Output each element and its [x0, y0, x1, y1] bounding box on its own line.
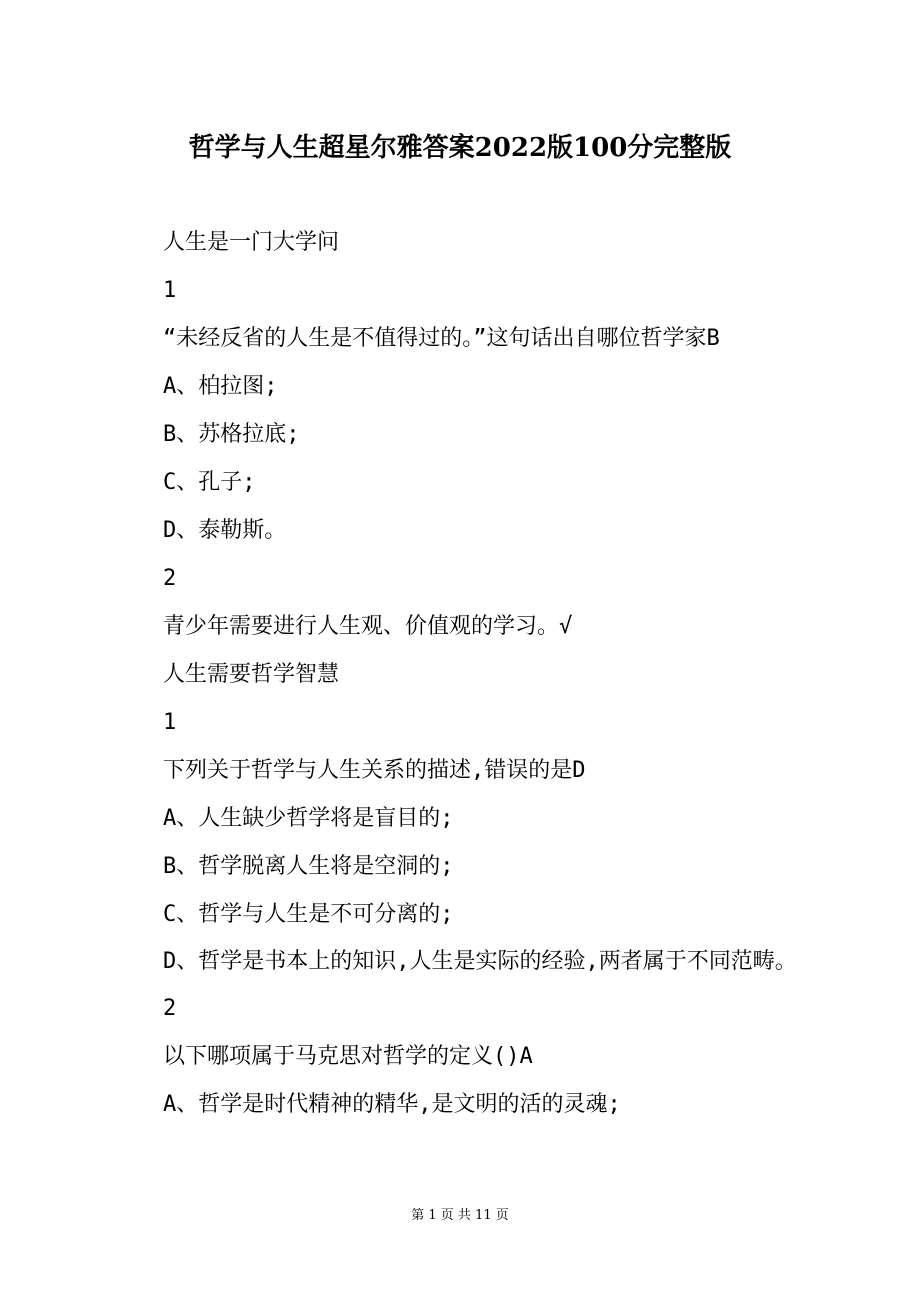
- answer-option: D、泰勒斯。: [163, 518, 287, 543]
- document-title: 哲学与人生超星尔雅答案2022版100分完整版: [188, 133, 732, 163]
- question-text: “未经反省的人生是不值得过的。”这句话出自哪位哲学家B: [163, 326, 720, 351]
- document-body: [163, 219, 843, 1129]
- answer-option: A、人生缺少哲学将是盲目的;: [163, 806, 454, 831]
- question-text: 下列关于哲学与人生关系的描述,错误的是D: [163, 758, 586, 783]
- answer-option: B、哲学脱离人生将是空洞的;: [163, 854, 454, 879]
- section-heading: 人生需要哲学智慧: [163, 662, 340, 687]
- question-number: 1: [163, 278, 177, 303]
- answer-option: C、孔子;: [163, 470, 256, 495]
- question-text: 青少年需要进行人生观、价值观的学习。√: [163, 614, 573, 639]
- page-footer: 第 1 页 共 11 页: [411, 1208, 509, 1223]
- answer-option: D、哲学是书本上的知识,人生是实际的经验,两者属于不同范畴。: [163, 949, 797, 974]
- answer-option: C、哲学与人生是不可分离的;: [163, 902, 454, 927]
- question-number: 2: [163, 996, 177, 1021]
- answer-option: B、苏格拉底;: [163, 422, 300, 447]
- section-heading: 人生是一门大学问: [163, 230, 340, 255]
- question-number: 2: [163, 566, 177, 591]
- question-number: 1: [163, 710, 177, 735]
- answer-option: A、哲学是时代精神的精华,是文明的活的灵魂;: [163, 1092, 621, 1117]
- question-text: 以下哪项属于马克思对哲学的定义()A: [163, 1044, 533, 1069]
- answer-option: A、柏拉图;: [163, 374, 278, 399]
